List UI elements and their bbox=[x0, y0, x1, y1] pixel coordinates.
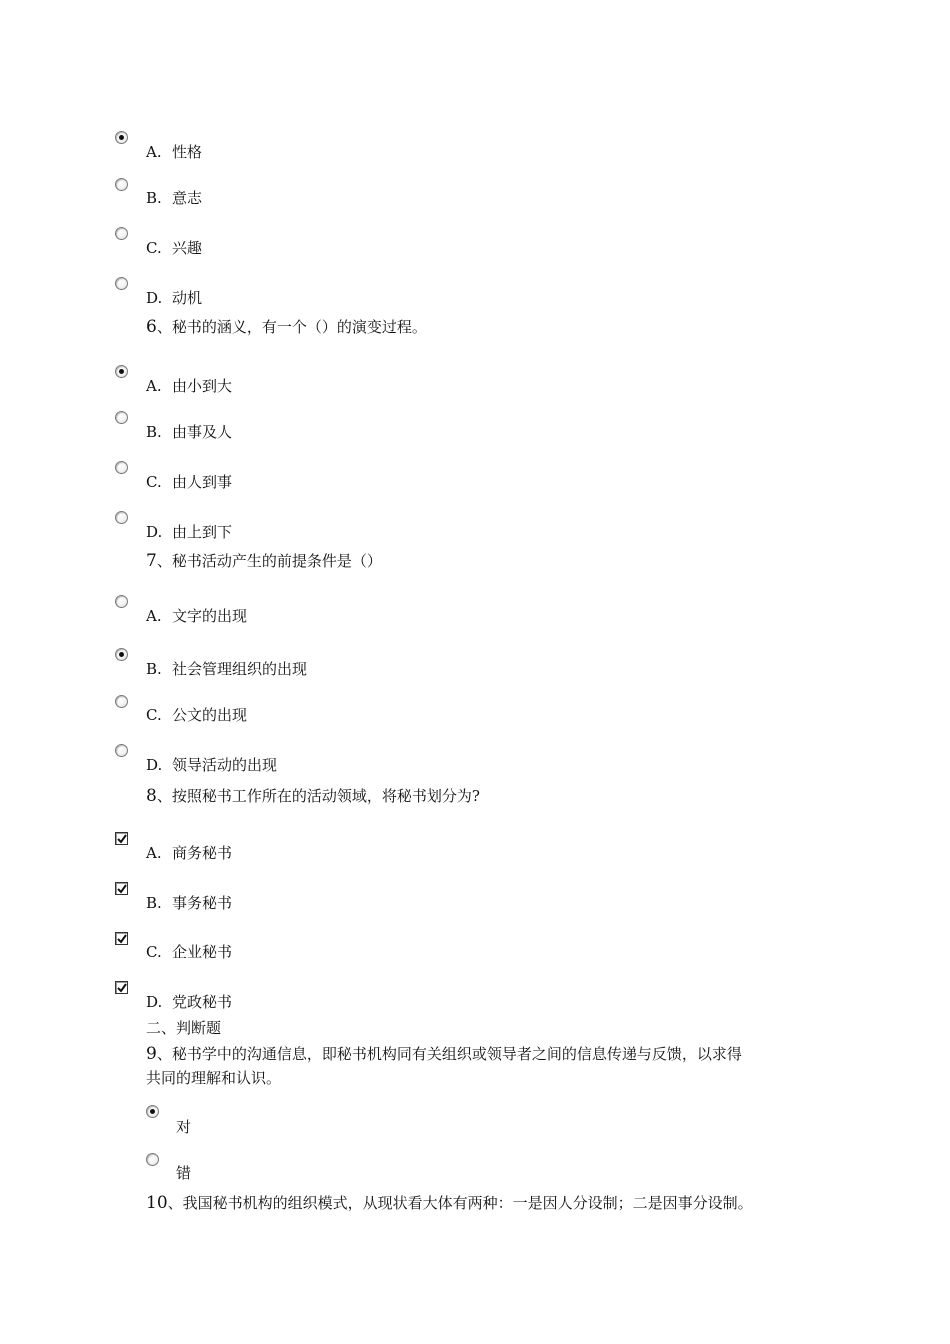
checkmark-icon bbox=[116, 933, 128, 945]
option-label: B. bbox=[146, 423, 162, 441]
option-label: A. bbox=[146, 377, 162, 395]
radio-button-checked[interactable] bbox=[115, 365, 128, 378]
option-text: 事务秘书 bbox=[172, 894, 233, 912]
question-text: 、秘书的涵义，有一个（）的演变过程。 bbox=[156, 318, 427, 336]
option-text: 文字的出现 bbox=[172, 607, 248, 625]
checkbox-checked[interactable] bbox=[115, 932, 128, 945]
question-9 bbox=[146, 1044, 742, 1064]
section-heading-true-false: 二、判断题 bbox=[146, 1019, 222, 1037]
radio-button[interactable] bbox=[115, 511, 128, 524]
checkmark-icon bbox=[116, 883, 128, 895]
option-text: 领导活动的出现 bbox=[172, 756, 278, 774]
option-text: 由事及人 bbox=[172, 423, 233, 441]
radio-button[interactable] bbox=[115, 744, 128, 757]
option-text: 公文的出现 bbox=[172, 706, 248, 724]
question-text: 、秘书活动产生的前提条件是（） bbox=[156, 552, 382, 570]
radio-button[interactable] bbox=[115, 277, 128, 290]
question-number: 8 bbox=[146, 786, 157, 806]
radio-button[interactable] bbox=[115, 595, 128, 608]
question-number: 10 bbox=[146, 1193, 168, 1213]
option-label: C. bbox=[146, 473, 162, 491]
option-text: 性格 bbox=[172, 143, 203, 161]
question-number: 7 bbox=[146, 551, 157, 571]
radio-button[interactable] bbox=[146, 1153, 159, 1166]
question-7 bbox=[146, 551, 382, 571]
radio-button-checked[interactable] bbox=[115, 648, 128, 661]
radio-button-checked[interactable] bbox=[146, 1105, 159, 1118]
option-label: C. bbox=[146, 239, 162, 257]
question-number: 9 bbox=[146, 1044, 157, 1064]
radio-button-checked[interactable] bbox=[115, 131, 128, 144]
checkbox-checked[interactable] bbox=[115, 832, 128, 845]
option-text: 动机 bbox=[172, 289, 203, 307]
option-text: 由小到大 bbox=[172, 377, 233, 395]
question-text-line1: 、秘书学中的沟通信息，即秘书机构同有关组织或领导者之间的信息传递与反馈，以求得 bbox=[156, 1045, 742, 1063]
option-label: C. bbox=[146, 706, 162, 724]
option-label: D. bbox=[146, 289, 163, 307]
option-text: 企业秘书 bbox=[172, 943, 233, 961]
radio-button[interactable] bbox=[115, 227, 128, 240]
radio-button[interactable] bbox=[115, 178, 128, 191]
option-text: 错 bbox=[176, 1164, 192, 1182]
option-label: B. bbox=[146, 660, 162, 678]
option-label: D. bbox=[146, 993, 163, 1011]
radio-button[interactable] bbox=[115, 695, 128, 708]
option-text: 对 bbox=[176, 1118, 192, 1136]
question-text: 、按照秘书工作所在的活动领域，将秘书划分为? bbox=[156, 787, 480, 805]
option-label: D. bbox=[146, 523, 163, 541]
option-text: 由上到下 bbox=[172, 523, 233, 541]
option-text: 商务秘书 bbox=[172, 844, 233, 862]
option-label: A. bbox=[146, 607, 162, 625]
radio-button[interactable] bbox=[115, 461, 128, 474]
question-8 bbox=[146, 786, 480, 806]
option-label: B. bbox=[146, 894, 162, 912]
checkmark-icon bbox=[116, 833, 128, 845]
option-text: 社会管理组织的出现 bbox=[172, 660, 308, 678]
question-number: 6 bbox=[146, 317, 157, 337]
checkmark-icon bbox=[116, 982, 128, 994]
option-text: 兴趣 bbox=[172, 239, 203, 257]
question-6 bbox=[146, 317, 427, 337]
option-text: 党政秘书 bbox=[172, 993, 233, 1011]
checkbox-checked[interactable] bbox=[115, 882, 128, 895]
question-10 bbox=[146, 1193, 753, 1213]
option-label: C. bbox=[146, 943, 162, 961]
checkbox-checked[interactable] bbox=[115, 981, 128, 994]
question-text: 、我国秘书机构的组织模式，从现状看大体有两种：一是因人分设制；二是因事分设制。 bbox=[167, 1194, 753, 1212]
option-text: 由人到事 bbox=[172, 473, 233, 491]
option-label: B. bbox=[146, 189, 162, 207]
option-text: 意志 bbox=[172, 189, 203, 207]
question-text-line2: 共同的理解和认识。 bbox=[146, 1069, 282, 1087]
option-label: D. bbox=[146, 756, 163, 774]
radio-button[interactable] bbox=[115, 411, 128, 424]
option-label: A. bbox=[146, 143, 162, 161]
option-label: A. bbox=[146, 844, 162, 862]
